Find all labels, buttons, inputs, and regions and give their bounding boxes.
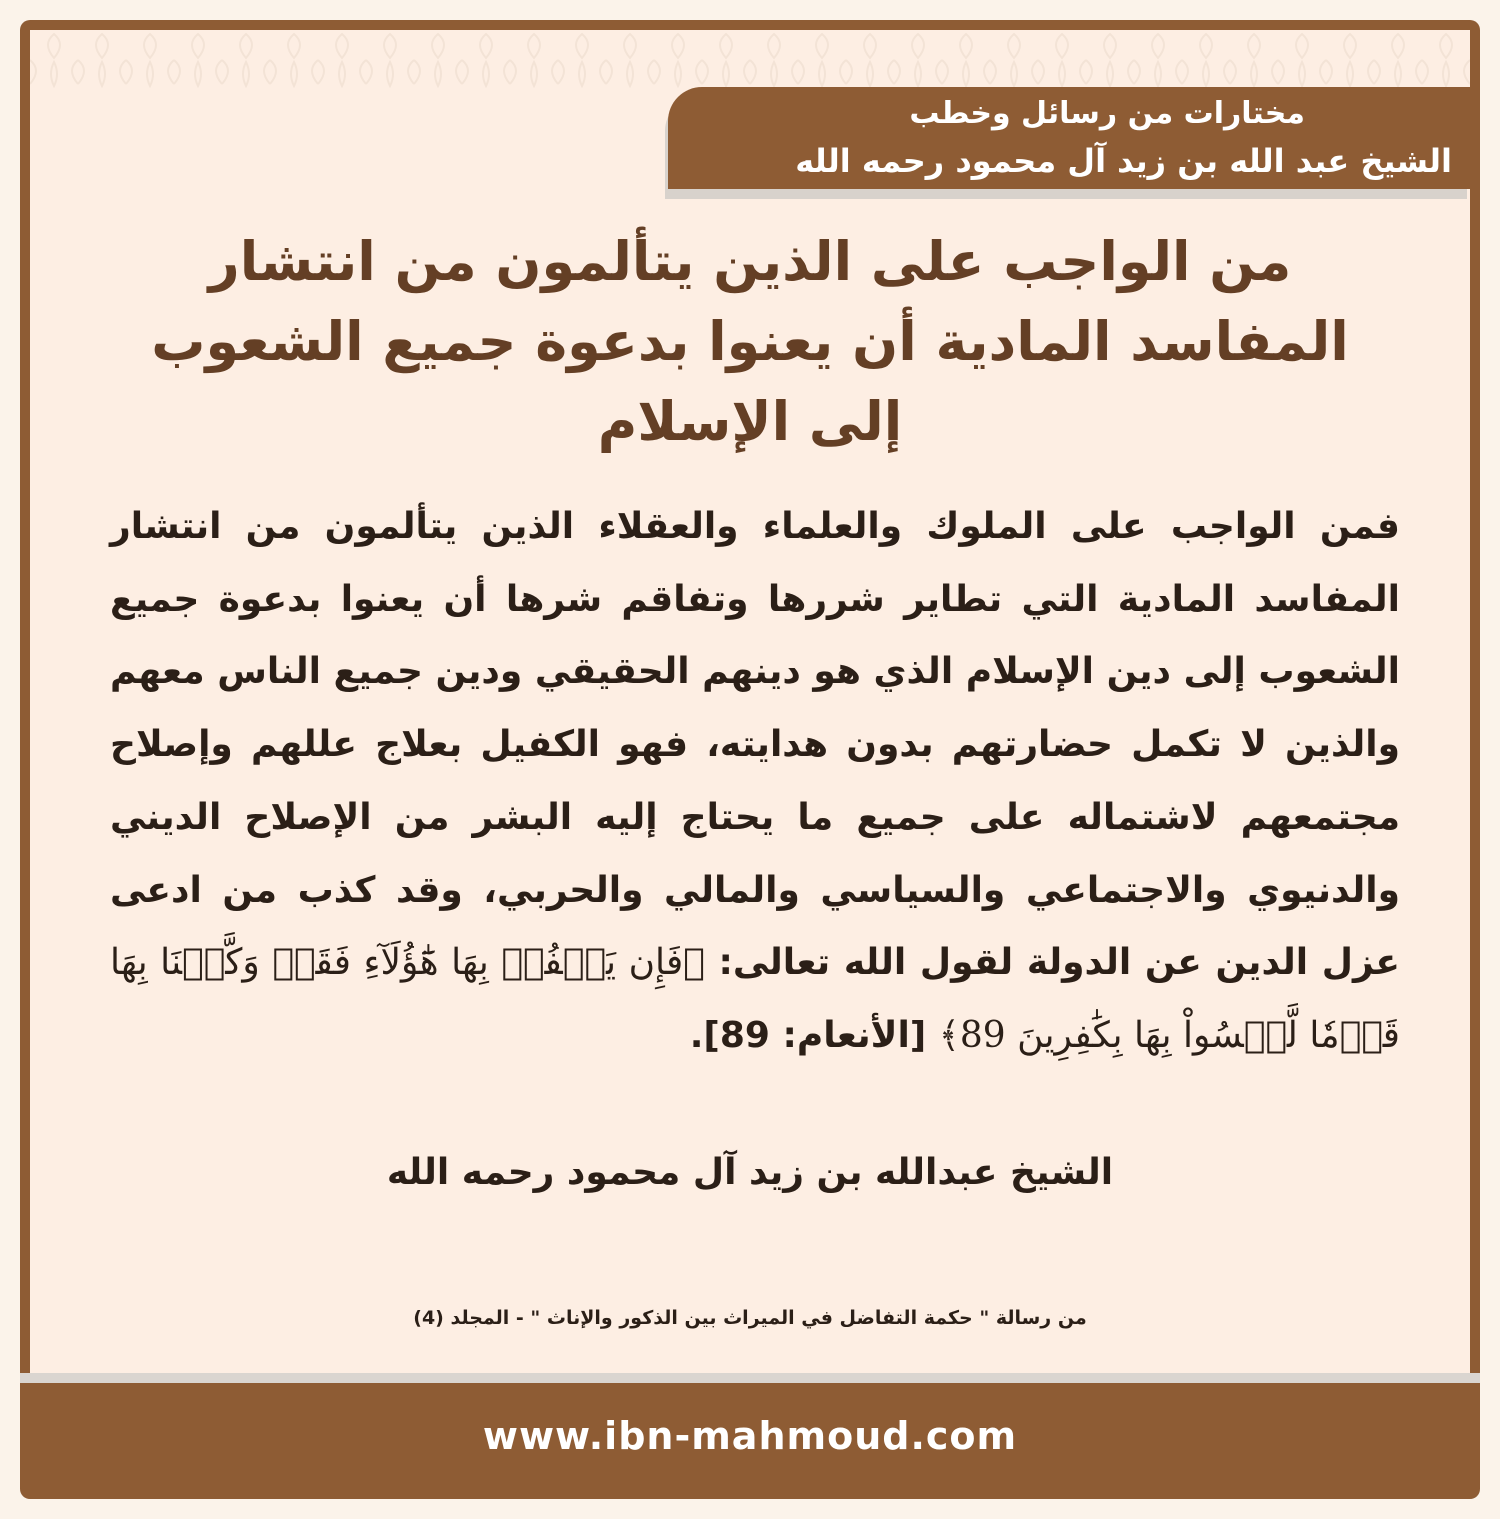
article-title: من الواجب على الذين يتألمون من انتشار المفاسد المادية أن يعنوا بدعوة جميع الشعوب إلى الإسلام [151,230,1349,453]
header-author: الشيخ عبد الله بن زيد آل محمود رحمه الله [795,142,1452,180]
article-body [110,491,1400,1073]
body-intro: فمن الواجب على الملوك والعلماء والعقلاء الذين يتألمون من انتشار المفاسد المادية التي تطاير شررها وتفاقم شرها أن يعنوا بدعوة جميع الشعوب إلى دين الإسلام الذي هو دينهم الحقيقي ودين جميع الناس معهم والذين لا تكمل حضارتهم بدون هدايته، فهو الكفيل بعلاج عللهم وإصلاح مجتمعهم لاشتماله على جميع ما يحتاج إليه البشر من الإصلاح الديني والدنيوي والاجتماعي والسياسي والمالي والحربي، وقد كذب من ادعى عزل الدين عن الدولة لقول الله تعالى: [110,506,1401,984]
source-citation: من رسالة " حكمة التفاضل في الميراث بين الذكور والإناث " - المجلد (4) [413,1307,1087,1329]
author-signature: الشيخ عبدالله بن زيد آل محمود رحمه الله [386,1152,1114,1193]
series-title: مختارات من رسائل وخطب [909,96,1305,131]
quran-verse: ﴿فَإِن يَكۡفُرۡ بِهَا هَٰٓؤُلَآءِ فَقَدۡ وَكَّلۡنَا بِهَا قَوۡمٗا لَّيۡسُواْ بِهَا بِكَٰفِرِينَ 89﴾ [110,942,1400,1056]
website-link[interactable]: www.ibn-mahmoud.com [482,1414,1018,1458]
header-banner [668,87,1470,189]
ornament-pattern [30,30,1470,88]
verse-reference: [الأنعام: 89]. [689,1014,939,1056]
